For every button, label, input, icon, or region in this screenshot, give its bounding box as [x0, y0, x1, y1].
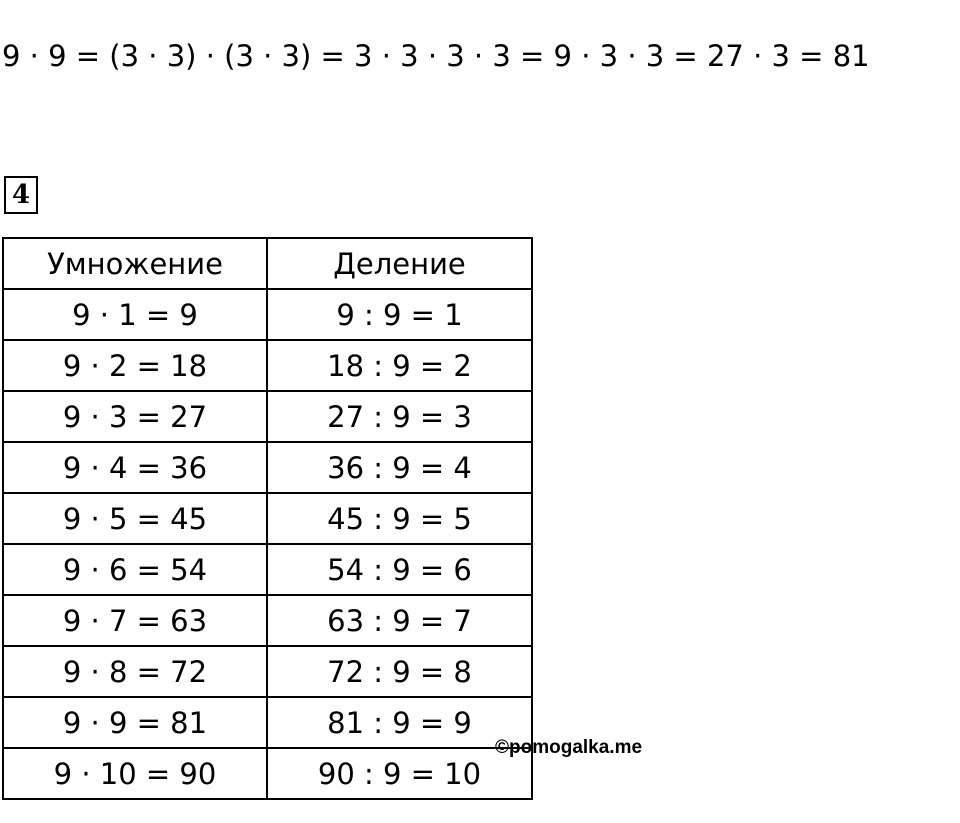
header-division: Деление [267, 238, 532, 289]
table-row [3, 289, 532, 340]
table-row [3, 544, 532, 595]
table-row [3, 340, 532, 391]
cell-multiplication: 9 · 2 = 18 [3, 340, 267, 391]
table-row [3, 595, 532, 646]
cell-division: 63 : 9 = 7 [267, 595, 532, 646]
cell-division: 81 : 9 = 9 [267, 697, 532, 748]
equation-line: 9 · 9 = (3 · 3) · (3 · 3) = 3 · 3 · 3 · 3 = 9 · 3 · 3 = 27 · 3 = 81 [2, 39, 870, 73]
cell-multiplication: 9 · 1 = 9 [3, 289, 267, 340]
table-header-row [3, 238, 532, 289]
cell-multiplication: 9 · 8 = 72 [3, 646, 267, 697]
table-row [3, 391, 532, 442]
watermark: ©pomogalka.me [495, 737, 643, 758]
cell-multiplication: 9 · 3 = 27 [3, 391, 267, 442]
table-row [3, 697, 532, 748]
table-row [3, 646, 532, 697]
cell-division: 36 : 9 = 4 [267, 442, 532, 493]
cell-division: 54 : 9 = 6 [267, 544, 532, 595]
cell-multiplication: 9 · 7 = 63 [3, 595, 267, 646]
cell-division: 27 : 9 = 3 [267, 391, 532, 442]
cell-multiplication: 9 · 4 = 36 [3, 442, 267, 493]
cell-division: 18 : 9 = 2 [267, 340, 532, 391]
cell-division: 72 : 9 = 8 [267, 646, 532, 697]
cell-multiplication: 9 · 6 = 54 [3, 544, 267, 595]
cell-multiplication: 9 · 10 = 90 [3, 748, 267, 799]
table-row [3, 442, 532, 493]
cell-multiplication: 9 · 5 = 45 [3, 493, 267, 544]
multiplication-division-table [2, 237, 533, 800]
task-number-box: 4 [4, 176, 38, 214]
cell-division: 45 : 9 = 5 [267, 493, 532, 544]
cell-multiplication: 9 · 9 = 81 [3, 697, 267, 748]
table-row [3, 493, 532, 544]
cell-division: 90 : 9 = 10 [267, 748, 532, 799]
cell-division: 9 : 9 = 1 [267, 289, 532, 340]
header-multiplication: Умножение [3, 238, 267, 289]
table-row [3, 748, 532, 799]
